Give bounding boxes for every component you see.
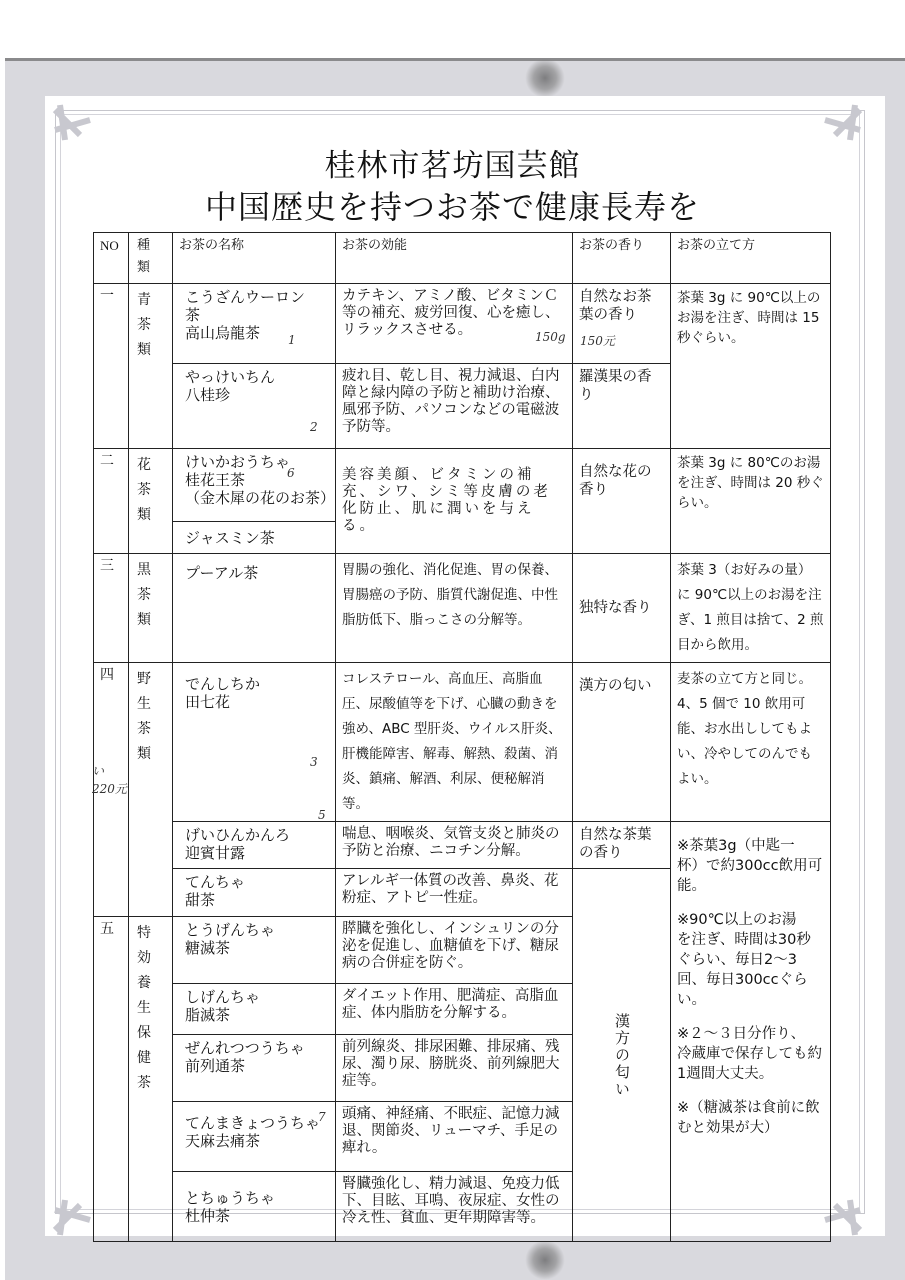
shared-aroma-cell [573, 869, 671, 1242]
tea-effect: カテキン、アミノ酸、ビタミンＣ等の補充、疲労回復、心を癒し、リラックスさせる。 [336, 284, 573, 364]
title-shop-name: 桂林市茗坊国芸館 [324, 148, 581, 184]
group-no: 一 [94, 284, 129, 449]
tea-name-cell [173, 984, 336, 1035]
tea-name: 迎賓甘露 [185, 844, 246, 862]
tea-name-cell [173, 1102, 336, 1172]
tea-aroma: 自然なお茶葉の香り [573, 284, 671, 364]
tea-name-cell [173, 869, 336, 917]
group-category: 野 生 茶 類 [129, 663, 173, 917]
tea-reading: てんちゃ [185, 873, 246, 891]
table-row [94, 284, 831, 364]
handwritten-mark: 3 [310, 755, 318, 769]
tea-name-cell [173, 364, 336, 449]
header-aroma: お茶の香り [573, 233, 671, 284]
tea-reading: やっけいちん [185, 368, 276, 386]
tea-preparation: 麦茶の立て方と同じ。4、5 個で 10 飲用可能、お水出ししてもよい、冷やしてのんでもよい。 [671, 663, 831, 822]
table-row [94, 822, 831, 869]
tea-name-cell [173, 1035, 336, 1102]
group-category: 青 茶 類 [129, 284, 173, 449]
table-row [94, 554, 831, 663]
shared-aroma-kampo: 漢方の匂い [613, 1012, 631, 1098]
header-name: お茶の名称 [173, 233, 336, 284]
tea-effect: 美容美顔、ビタミンの補充、シワ、シミ等皮膚の老化防止、肌に潤いを与える。 [336, 449, 573, 554]
tea-effect: アレルギ一体質の改善、鼻炎、花粉症、アトピ一性症。 [336, 869, 573, 917]
tea-preparation: 茶葉 3（お好みの量）に 90℃以上のお湯を注ぎ、1 煎目は捨て、2 煎目から飲用。 [671, 554, 831, 663]
tea-name: 甜茶 [185, 891, 216, 909]
tea-name: 前列通茶 [185, 1057, 246, 1075]
tea-preparation: 茶葉 3g に 80℃のお湯を注ぎ、時間は 20 秒ぐらい。 [671, 449, 831, 554]
tea-effect: 胃腸の強化、消化促進、胃の保養、胃腸癌の予防、脂質代謝促進、中性脂肪低下、脂っこさの分解等。 [336, 554, 573, 663]
tea-name-cell [173, 822, 336, 869]
title-tagline: 中国歴史を持つお茶で健康長寿を [204, 188, 700, 226]
tea-effect: コレステロール、高血圧、高脂血圧、尿酸値等を下げ、心臓の動きを強め、ABC 型肝炎、ウイルス肝炎、肝機能障害、解毒、解熱、殺菌、消炎、鎮痛、解酒、利尿、便秘解消等。 [336, 663, 573, 822]
tea-name: 田七花 [185, 693, 231, 711]
shared-preparation-notes [671, 822, 831, 1242]
group-no: 五 [94, 917, 129, 1242]
tea-effect: 腎臓強化し、精力減退、免疫力低下、目眩、耳鳴、夜尿症、女性の冷え性、貧血、更年期障害等。 [336, 1172, 573, 1242]
handwritten-mark: 7 [318, 1110, 326, 1124]
tea-name-cell [173, 917, 336, 984]
table-row [94, 449, 831, 522]
group-no: 二 [94, 449, 129, 554]
group-category: 特 効 養 生 保 健 茶 [129, 917, 173, 1242]
header-preparation: お茶の立て方 [671, 233, 831, 284]
tea-note: （金木犀の花のお茶） [185, 489, 336, 507]
tea-reading: しげんちゃ [185, 988, 261, 1006]
tea-name: 脂滅茶 [185, 1006, 231, 1024]
tea-aroma: 自然な花の香り [573, 449, 671, 554]
toner-smudge-bottom [525, 1240, 565, 1280]
tea-name: 杜仲茶 [185, 1206, 231, 1225]
tea-table [93, 232, 831, 1242]
header-no: NO [94, 233, 129, 284]
tea-aroma: 羅漢果の香り [573, 364, 671, 449]
table-row [94, 663, 831, 822]
toner-smudge-top [525, 58, 565, 98]
tea-effect: 疲れ目、乾し目、視力減退、白内障と緑内障の予防と補助け治療、風邪予防、パソコンなどの電磁波予防等。 [336, 364, 573, 449]
tea-name-cell [173, 284, 336, 364]
tea-reading: とうげんちゃ [185, 921, 276, 939]
tea-reading: ぜんれつつうちゃ [185, 1039, 305, 1057]
tea-effect: 頭痛、神経痛、不眠症、記憶力減退、関節炎、リューマチ、手足の痺れ。 [336, 1102, 573, 1172]
prep-note: ※茶葉3g（中匙一 杯）で約300cc飲用可能。 [677, 838, 823, 894]
handwritten-mark: 5 [318, 808, 326, 822]
tea-effect: 喘息、咽喉炎、気管支炎と肺炎の予防と治療、ニコチン分解。 [336, 822, 573, 869]
tea-effect: ダイエット作用、肥満症、高脂血症、体内脂肪を分解する。 [336, 984, 573, 1035]
tea-aroma: 独特な香り [573, 554, 671, 663]
tea-reading: げいひんかんろ [185, 826, 291, 844]
handwritten-mark: 2 [310, 420, 318, 434]
tea-name-cell [173, 663, 336, 822]
handwritten-margin-note: い [92, 764, 105, 778]
tea-aroma: 漢方の匂い [573, 663, 671, 822]
handwritten-mark: 6 [287, 466, 295, 480]
tea-reading: とちゅうちゃ [185, 1188, 276, 1207]
tea-name: プーアル茶 [173, 554, 336, 663]
tea-name: 糖滅茶 [185, 939, 231, 957]
tea-name: ジャスミン茶 [173, 522, 336, 554]
tea-name: 八桂珍 [185, 386, 231, 404]
tea-reading: てんまきょつうちゃ [185, 1114, 321, 1132]
tea-reading: こうざんウーロン 茶 [185, 288, 306, 324]
table-header-row [94, 233, 831, 284]
tea-name: 高山烏龍茶 [185, 324, 261, 342]
handwritten-weight: 150g [535, 330, 566, 344]
tea-preparation: 茶葉 3g に 90℃以上のお湯を注ぎ、時間は 15 秒ぐらい。 [671, 284, 831, 449]
tea-effect: 膵臓を強化し、インシュリンの分泌を促進し、血糖値を下げ、糖尿病の合併症を防ぐ。 [336, 917, 573, 984]
group-category: 花 茶 類 [129, 449, 173, 554]
prep-note: ※90℃以上のお湯 を注ぎ、時間は30秒ぐらい、毎日2～3回、毎日300ccぐらい。 [677, 912, 811, 1008]
tea-name: 桂花王茶 [185, 471, 246, 489]
header-category: 種 類 [129, 233, 173, 284]
group-no: 三 [94, 554, 129, 663]
group-category: 黒 茶 類 [129, 554, 173, 663]
tea-aroma: 自然な茶葉の香り [573, 822, 671, 869]
header-effect: お茶の効能 [336, 233, 573, 284]
tea-reading: けいかおうちゃ [185, 453, 291, 471]
tea-effect: 前列線炎、排尿困難、排尿痛、残尿、濁り尿、膀胱炎、前列線肥大症等。 [336, 1035, 573, 1102]
tea-name-cell [173, 449, 336, 522]
tea-name: 天麻去痛茶 [185, 1132, 261, 1150]
handwritten-price: 150元 [580, 334, 615, 348]
tea-reading: でんしちか [185, 675, 261, 693]
tea-name-cell [173, 1172, 336, 1242]
prep-note: ※２～３日分作り、 冷蔵庫で保存しても約1週間大丈夫。 [677, 1026, 822, 1082]
handwritten-mark: 1 [288, 333, 296, 347]
scan-edge [5, 58, 905, 61]
prep-note: ※（糖滅茶は食前に飲むと効果が大） [677, 1100, 820, 1136]
handwritten-margin-note: 220元 [92, 782, 127, 796]
group-no: 四 [94, 663, 129, 917]
